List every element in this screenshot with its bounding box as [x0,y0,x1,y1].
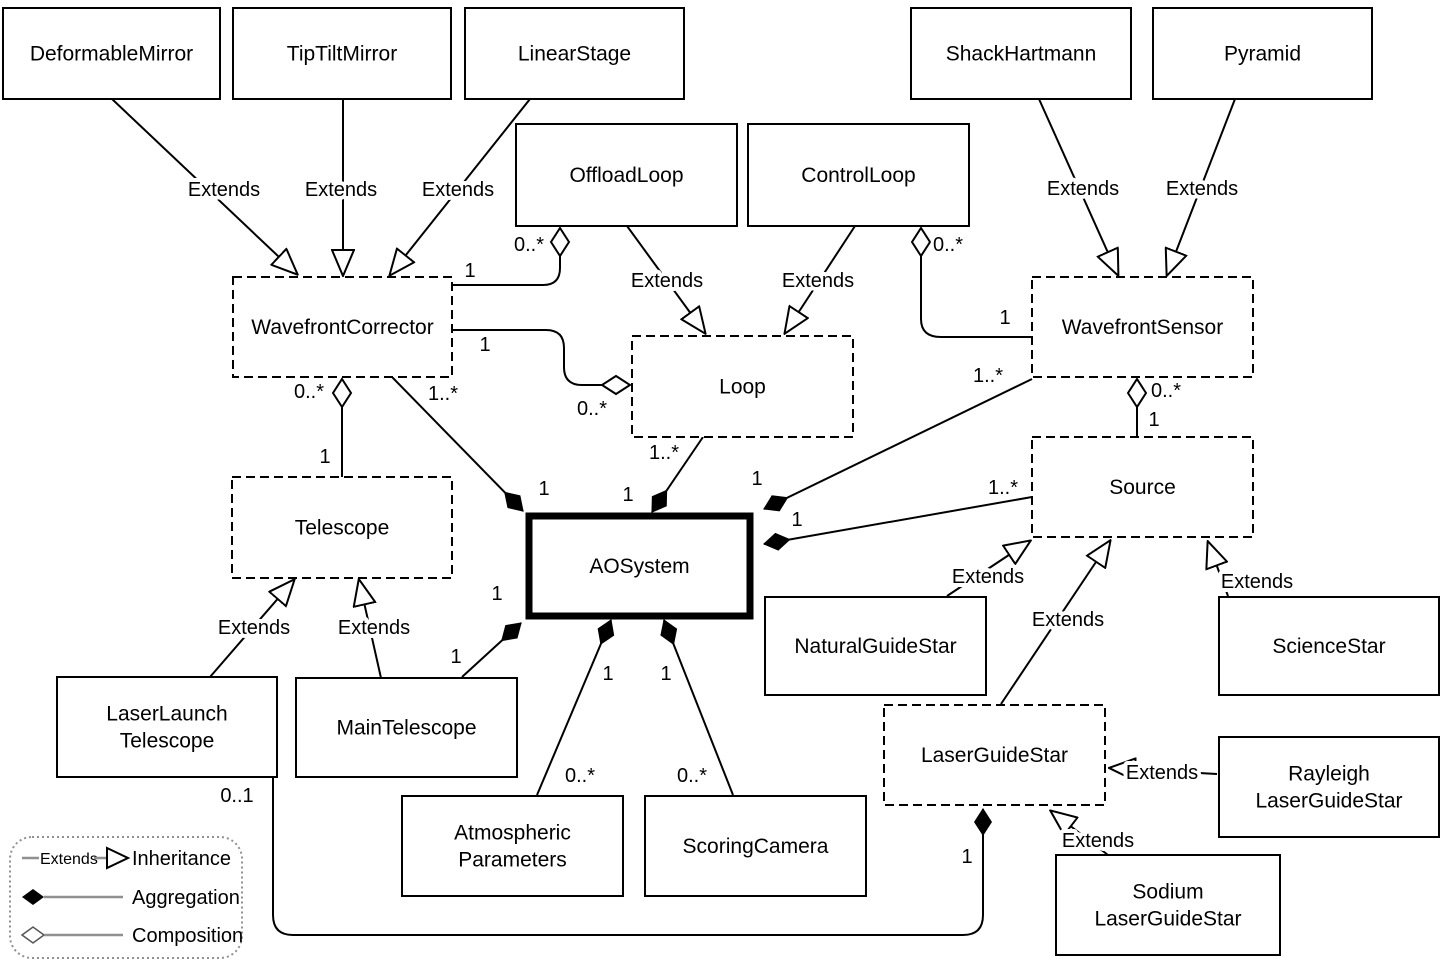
multiplicity-label: 0..1 [220,785,254,807]
class-name-sodium-laser-guide-star: Sodium LaserGuideStar [1094,880,1242,931]
class-box-border-sodium-laser-guide-star [1056,855,1280,955]
class-box-border-rayleigh-laser-guide-star [1219,737,1439,837]
multiplicity-label: 1 [961,846,973,868]
class-name-shack-hartmann: ShackHartmann [945,42,1097,66]
class-box-tip-tilt-mirror [233,8,451,99]
multiplicity-label: 1 [660,663,672,685]
multiplicity-label: 1 [602,663,614,685]
extends-label: Extends [304,179,378,201]
multiplicity-label: 0..* [564,765,596,787]
multiplicity-label: 1 [491,583,503,605]
multiplicity-label: 1 [538,478,550,500]
extends-label: Extends [217,617,291,639]
multiplicity-label: 1..* [648,442,680,464]
class-name-loop: Loop [719,375,766,399]
multiplicity-label: 1 [319,446,331,468]
extends-label: Extends [1046,178,1120,200]
class-name-offload-loop: OffloadLoop [569,164,684,187]
legend-extends-text: Extends [40,851,98,868]
multiplicity-label: 0..* [293,381,325,403]
edge-laser-guide-star-aggregates-laser-launch-telescope [273,777,983,935]
class-name-wavefront-corrector: WavefrontCorrector [251,316,434,339]
multiplicity-label: 1 [791,509,803,531]
extends-label: Extends [630,270,704,292]
class-name-tip-tilt-mirror: TipTiltMirror [286,42,398,66]
class-box-wavefront-corrector [233,277,452,377]
multiplicity-label: 1..* [987,477,1019,499]
class-name-scoring-camera: ScoringCamera [682,835,829,858]
class-box-laser-launch-telescope [57,677,277,777]
edge-ao-system-aggregates-source [764,497,1032,544]
class-box-pyramid [1153,8,1372,99]
class-name-rayleigh-laser-guide-star: Rayleigh LaserGuideStar [1255,762,1403,813]
class-box-science-star [1219,597,1439,695]
edge-ao-system-aggregates-main-telescope [462,623,521,677]
extends-label: Extends [781,270,855,292]
class-name-laser-launch-telescope: LaserLaunch Telescope [106,702,228,753]
class-boxes [3,8,1439,955]
class-name-deformable-mirror: DeformableMirror [29,42,194,66]
multiplicity-label: 0..* [1150,380,1182,402]
legend-item-label: Composition [132,925,244,947]
class-box-main-telescope [296,678,517,777]
class-box-sodium-laser-guide-star [1056,855,1280,955]
class-name-pyramid: Pyramid [1223,42,1302,66]
multiplicity-label: 1 [751,468,763,490]
class-box-shack-hartmann [911,8,1131,99]
class-name-wavefront-sensor: WavefrontSensor [1061,316,1224,339]
class-name-main-telescope: MainTelescope [336,716,477,740]
class-box-offload-loop [516,124,737,226]
class-box-ao-system [529,516,750,616]
class-name-atmospheric-parameters: Atmospheric Parameters [454,821,571,872]
class-name-natural-guide-star: NaturalGuideStar [794,635,957,658]
legend-item-label: Inheritance [132,848,231,870]
multiplicity-label: 1..* [972,365,1004,387]
class-box-rayleigh-laser-guide-star [1219,737,1439,837]
class-name-linear-stage: LinearStage [517,42,632,66]
class-box-atmospheric-parameters [402,796,623,896]
class-name-source: Source [1109,476,1176,499]
class-box-telescope [232,477,452,578]
class-name-science-star: ScienceStar [1272,635,1386,658]
multiplicity-label: 1 [464,260,476,282]
class-box-border-atmospheric-parameters [402,796,623,896]
extends-label: Extends [1165,178,1239,200]
class-box-control-loop [748,124,969,226]
multiplicity-label: 1..* [427,383,459,405]
extends-label: Extends [1125,762,1199,784]
class-name-telescope: Telescope [294,516,390,540]
extends-label: Extends [421,179,495,201]
multiplicity-label: 1 [999,307,1011,329]
class-box-wavefront-sensor [1032,277,1253,377]
multiplicity-label: 1 [1148,409,1160,431]
class-box-source [1032,437,1253,537]
class-box-linear-stage [465,8,684,99]
multiplicity-label: 0..* [676,765,708,787]
class-box-scoring-camera [645,796,866,896]
class-box-laser-guide-star [884,705,1105,805]
class-box-deformable-mirror [3,8,220,99]
multiplicity-label: 0..* [513,234,545,256]
class-box-loop [632,336,853,437]
multiplicity-label: 0..* [576,398,608,420]
class-box-border-laser-launch-telescope [57,677,277,777]
legend-item-label: Aggregation [132,887,240,909]
multiplicity-label: 0..* [932,234,964,256]
class-box-natural-guide-star [765,597,986,695]
extends-label: Extends [951,566,1025,588]
class-name-control-loop: ControlLoop [801,164,916,187]
extends-label: Extends [187,179,261,201]
legend [10,837,243,958]
multiplicity-label: 1 [450,646,462,668]
class-name-ao-system: AOSystem [589,555,690,578]
extends-label: Extends [337,617,411,639]
extends-label: Extends [1220,571,1294,593]
extends-label: Extends [1061,830,1135,852]
multiplicity-label: 1 [479,334,491,356]
multiplicity-label: 1 [622,484,634,506]
class-name-laser-guide-star: LaserGuideStar [920,744,1069,767]
extends-label: Extends [1031,609,1105,631]
